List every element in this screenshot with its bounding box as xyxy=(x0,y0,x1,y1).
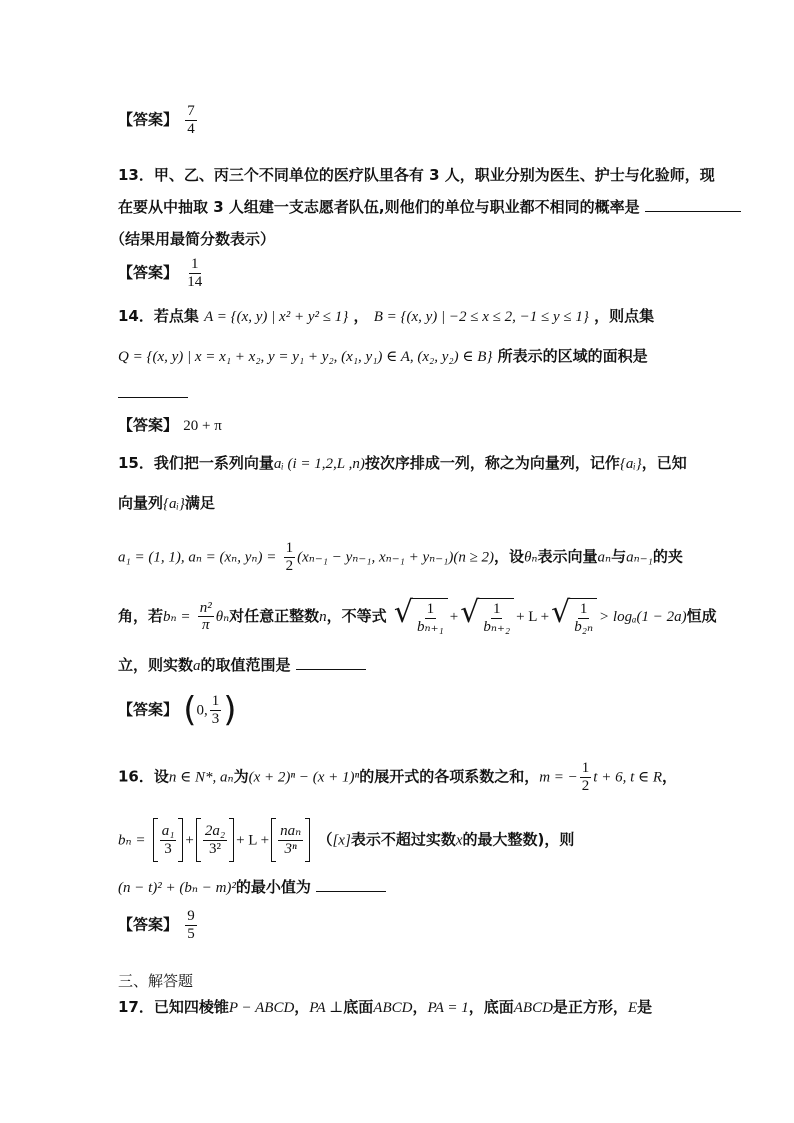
text: 对任意正整数 xyxy=(229,607,320,625)
math: 0, xyxy=(196,702,208,719)
question-16-line-3 xyxy=(118,876,386,897)
answer-13 xyxy=(118,256,206,290)
math: E xyxy=(627,1000,638,1016)
text: ， xyxy=(662,767,678,786)
section-heading: 三、解答题 xyxy=(118,972,194,990)
question-14-line-1 xyxy=(118,305,654,326)
text: 满足 xyxy=(184,494,215,512)
text: 的最小值为 xyxy=(235,878,311,896)
text: 恒成 xyxy=(686,607,717,625)
math: PA ⊥ xyxy=(309,1000,344,1016)
floor-bracket xyxy=(153,818,184,862)
fraction-numerator: 1 xyxy=(285,540,294,556)
text: 表示不超过实数 xyxy=(350,830,456,849)
math: + xyxy=(185,832,194,849)
math: θₙ xyxy=(524,549,538,566)
text: ， xyxy=(294,998,310,1016)
answer-blank xyxy=(316,891,386,892)
math: + xyxy=(449,609,459,625)
fraction-denominator: bₙ₊₂ xyxy=(483,618,511,635)
math: aᵢ (i = 1,2,L ,n) xyxy=(273,456,365,472)
left-paren: ( xyxy=(183,690,197,730)
text: 角，若 xyxy=(118,607,164,625)
text: 表示向量 xyxy=(537,547,598,566)
fraction-denominator: 3² xyxy=(208,840,221,857)
text: ，不等式 xyxy=(326,607,387,625)
math: aₙ xyxy=(597,549,612,566)
fraction-denominator: 3ⁿ xyxy=(284,840,297,857)
text: 与 xyxy=(611,547,627,566)
text: （ xyxy=(317,830,333,849)
fraction-denominator: 3 xyxy=(164,840,172,857)
question-15-line-5 xyxy=(118,654,366,675)
text: 的取值范围是 xyxy=(200,656,291,674)
fraction-numerator: 1 xyxy=(581,760,590,776)
math: + L + xyxy=(516,609,550,625)
fraction-numerator: 1 xyxy=(211,693,220,709)
radical-icon: √ xyxy=(393,595,414,630)
answer-12 xyxy=(118,103,199,137)
question-15-line-3 xyxy=(118,540,683,574)
question-16-line-1 xyxy=(118,760,677,794)
text: 底面 xyxy=(343,998,374,1016)
math: PA = 1 xyxy=(427,1000,469,1016)
fraction-numerator: n² xyxy=(199,599,212,616)
question-14-prefix: 14．若点集 xyxy=(118,307,199,325)
math: [x] xyxy=(332,832,351,849)
math: a₁ = (1, 1), aₙ = (xₙ, yₙ) = xyxy=(118,549,277,566)
math: P − ABCD xyxy=(228,1000,295,1016)
math: ABCD xyxy=(513,1000,553,1016)
text: 立，则实数 xyxy=(118,656,194,674)
fraction-denominator: b₂ₙ xyxy=(574,618,594,635)
text: 按次序排成一列，称之为向量列，记作 xyxy=(364,454,620,472)
question-14-tail: 所表示的区域的面积是 xyxy=(497,347,648,365)
text: 16．设 xyxy=(118,767,169,786)
answer-blank xyxy=(296,669,366,670)
math: bₙ = xyxy=(163,609,191,625)
fraction-denominator: bₙ₊₁ xyxy=(417,618,444,635)
question-13-line-3: （结果用最简分数表示） xyxy=(110,230,276,248)
answer-label: 【答案】 xyxy=(118,915,179,934)
text: 的夹 xyxy=(652,547,683,566)
floor-bracket xyxy=(271,818,310,862)
math: (xₙ₋₁ − yₙ₋₁, xₙ₋₁ + yₙ₋₁)(n ≥ 2) xyxy=(297,549,495,566)
right-paren: ) xyxy=(223,690,237,730)
set-b: B = {(x, y) | −2 ≤ x ≤ 2, −1 ≤ y ≤ 1} xyxy=(373,309,589,325)
set-q: Q = {(x, y) | x = x₁ + x₂, y = y₁ + y₂, (x₁, y₁) ∈ A, (x₂, y₂) ∈ B} xyxy=(118,349,493,365)
text: 为 xyxy=(233,767,249,786)
fraction xyxy=(198,600,214,634)
radical-icon: √ xyxy=(551,595,571,630)
answer-fraction xyxy=(185,908,197,942)
text: ，底面 xyxy=(468,998,514,1016)
text: ，已知 xyxy=(641,454,687,472)
text: 向量列 xyxy=(118,494,164,512)
question-14-suffix: ，则点集 xyxy=(594,307,655,325)
answer-blank xyxy=(645,211,741,212)
math: aₙ₋₁ xyxy=(626,549,653,566)
radical-icon: √ xyxy=(460,595,480,630)
math: (x + 2)ⁿ − (x + 1)ⁿ xyxy=(248,769,360,786)
text: 是 xyxy=(637,998,653,1016)
answer-16 xyxy=(118,908,199,942)
question-14-line-3 xyxy=(118,384,188,402)
half-fraction xyxy=(580,760,592,794)
answer-fraction xyxy=(185,103,197,137)
question-13-text: 在要从中抽取 3 人组建一支志愿者队伍,则他们的单位与职业都不相同的概率是 xyxy=(118,198,640,216)
math: n xyxy=(319,609,327,625)
question-15-line-4 xyxy=(118,595,717,635)
text: 的展开式的各项系数之和， xyxy=(359,767,540,786)
sqrt-term: √ $\frac{1}{\text{bₙ₊₁}}$ xyxy=(394,598,448,635)
fraction-numerator: 2a₂ xyxy=(204,823,226,839)
math: > logₐ(1 − 2a) xyxy=(599,609,687,625)
text: 17．已知四棱锥 xyxy=(118,998,229,1016)
answer-label: 【答案】 xyxy=(118,700,179,719)
text: 15．我们把一系列向量 xyxy=(118,454,274,472)
fraction-denominator: 3 xyxy=(211,710,220,727)
text: ， xyxy=(412,998,428,1016)
fraction-numerator: naₙ xyxy=(280,823,302,839)
answer-label: 【答案】 xyxy=(118,416,179,434)
question-16-line-2 xyxy=(118,818,574,862)
math: θₙ xyxy=(215,609,230,625)
fraction-denominator: 2 xyxy=(581,777,590,794)
half-fraction xyxy=(284,540,296,574)
math: n ∈ N*, aₙ xyxy=(168,769,234,786)
answer-blank xyxy=(118,397,188,398)
question-15-line-1 xyxy=(118,452,687,473)
question-13-line-2 xyxy=(118,196,741,217)
answer-label: 【答案】 xyxy=(118,110,179,129)
fraction-denominator: 14 xyxy=(187,273,203,290)
fraction-denominator: π xyxy=(201,617,210,633)
math: (n − t)² + (bₙ − m)² xyxy=(118,880,236,896)
text: 是正方形， xyxy=(552,998,628,1016)
answer-14 xyxy=(118,414,222,435)
separator: ， xyxy=(353,307,369,325)
math: bₙ = xyxy=(118,832,146,849)
math: t + 6, t ∈ R xyxy=(593,769,663,786)
math: m = − xyxy=(539,769,578,786)
question-14-line-2 xyxy=(118,345,648,366)
answer-fraction xyxy=(185,256,204,290)
fraction-denominator: 4 xyxy=(187,120,195,137)
question-15-line-2 xyxy=(118,492,215,513)
question-17-line-1 xyxy=(118,996,652,1017)
fraction-numerator: 9 xyxy=(187,908,195,924)
math: + L + xyxy=(236,832,270,849)
floor-bracket xyxy=(196,818,234,862)
answer-fraction xyxy=(210,693,222,727)
math: {aᵢ} xyxy=(163,496,185,512)
question-13-line-1: 13．甲、乙、丙三个不同单位的医疗队里各有 3 人，职业分别为医生、护士与化验师，现 xyxy=(118,166,715,184)
text: 的最大整数)，则 xyxy=(462,830,575,849)
math: a xyxy=(193,658,201,674)
answer-15 xyxy=(118,690,237,730)
fraction-numerator: 7 xyxy=(187,103,195,119)
fraction-numerator: a₁ xyxy=(161,823,175,839)
answer-value: 20 + π xyxy=(183,418,222,434)
sqrt-term: √ $\frac{1}{\text{b₂ₙ}}$ xyxy=(551,598,597,635)
fraction-denominator: 2 xyxy=(285,557,294,574)
answer-label: 【答案】 xyxy=(118,263,179,282)
math: x xyxy=(455,832,463,849)
math: ABCD xyxy=(373,1000,413,1016)
sqrt-term: √ $\frac{1}{\text{bₙ₊₂}}$ xyxy=(460,598,514,635)
set-a: A = {(x, y) | x² + y² ≤ 1} xyxy=(204,309,349,325)
text: ，设 xyxy=(494,547,525,566)
fraction-numerator: 1 xyxy=(191,256,199,272)
fraction-denominator: 5 xyxy=(187,925,195,942)
math: {aᵢ} xyxy=(619,456,642,472)
